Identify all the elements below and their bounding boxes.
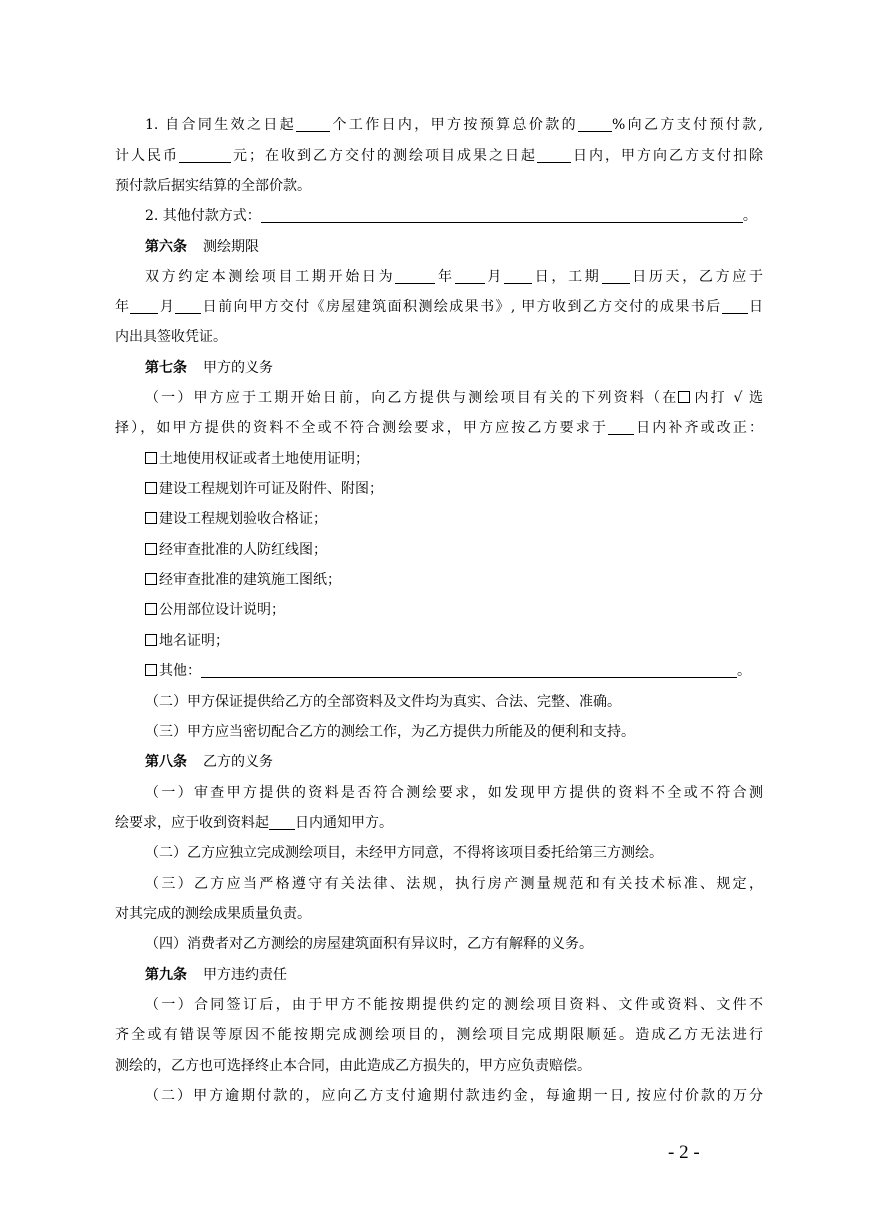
checkbox-icon (145, 603, 157, 615)
blank-deliver-month (130, 298, 158, 314)
article-8-item-2: （二）乙方应独立完成测绘项目，未经甲方同意，不得将该项目委托给第三方测绘。 (145, 845, 663, 861)
article-9-heading: 第九条 甲方违约责任 (145, 967, 287, 983)
blank-days (537, 147, 571, 163)
article-6-line-1: 双方约定本测绘项目工期开始日为 年 月 日，工期 日历天，乙方应于 (145, 269, 763, 285)
checkbox-icon (145, 543, 157, 555)
page-number: - 2 - (668, 1142, 700, 1163)
blank-other-payment (261, 207, 743, 223)
article-8-item-3-line-1: （三）乙方应当严格遵守有关法律、法规，执行房产测量规范和有关技术标准、规定， (145, 876, 763, 892)
article-9-item-1-line-3: 测绘的，乙方也可选择终止本合同，由此造成乙方损失的，甲方应负责赔偿。 (115, 1058, 591, 1074)
article-7-item-2: （二）甲方保证提供给乙方的全部资料及文件均为真实、合法、完整、准确。 (145, 694, 621, 710)
checkbox-icon (145, 452, 157, 464)
blank-start-year (395, 268, 435, 284)
checkbox-icon (145, 664, 157, 676)
checkbox-icon (145, 573, 157, 585)
blank-start-day (504, 268, 532, 284)
doc-option: 建设工程规划验收合格证； (115, 509, 763, 529)
checkbox-icon (678, 391, 690, 403)
article-8-item-3-line-2: 对其完成的测绘成果质量负责。 (115, 906, 311, 922)
blank-percent (578, 116, 612, 132)
checkbox-icon (145, 634, 157, 646)
article-7-item-1-line-1: （一）甲方应于工期开始日前，向乙方提供与测绘项目有关的下列资料（在 内打 √ 选 (145, 390, 763, 406)
article-9-item-1-line-1: （一）合同签订后，由于甲方不能按期提供约定的测绘项目资料、文件或资料、文件不 (145, 997, 763, 1013)
article-9-item-1-line-2: 齐全或有错误等原因不能按期完成测绘项目的，测绘项目完成期限顺延。造成乙方无法进行 (115, 1027, 763, 1043)
blank-duration (602, 268, 630, 284)
blank-notify-days (269, 814, 295, 830)
article-8-item-1-line-2: 绘要求，应于收到资料起 日内通知甲方。 (115, 815, 393, 831)
blank-start-month (455, 268, 485, 284)
blank-supplement-days (608, 419, 634, 435)
doc-option: 经审查批准的建筑施工图纸； (115, 570, 763, 590)
doc-option: 公用部位设计说明； (115, 600, 763, 620)
article-9-item-2-line-1: （二）甲方逾期付款的，应向乙方支付逾期付款违约金，每逾期一日, 按应付价款的万分 (145, 1088, 763, 1104)
checkbox-icon (145, 512, 157, 524)
checkbox-icon (145, 482, 157, 494)
clause-other-payment: 2. 其他付款方式： 。 (145, 208, 757, 224)
article-8-item-1-line-1: （一）审查甲方提供的资料是否符合测绘要求，如发现甲方提供的资料不全或不符合测 (145, 785, 763, 801)
article-8-item-4: （四）消费者对乙方测绘的房屋建筑面积有异议时，乙方有解释的义务。 (145, 936, 593, 952)
article-8-heading: 第八条 乙方的义务 (145, 754, 273, 770)
article-6-line-2: 年 月 日前向甲方交付《房屋建筑面积测绘成果书》, 甲方收到乙方交付的成果书后 日 (115, 299, 763, 315)
blank-sign-days (722, 298, 748, 314)
article-7-heading: 第七条 甲方的义务 (145, 360, 273, 376)
article-6-heading: 第六条 测绘期限 (145, 239, 259, 255)
clause-payment-line-2: 计人民币 元；在收到乙方交付的测绘项目成果之日起 日内，甲方向乙方支付扣除 (115, 148, 763, 164)
article-6-line-3: 内出具签收凭证。 (115, 329, 227, 345)
clause-payment-line-1: 1. 自合同生效之日起 个工作日内，甲方按预算总价款的 %向乙方支付预付款, (145, 117, 763, 133)
doc-option: 土地使用权证或者土地使用证明； (115, 449, 763, 469)
doc-option: 建设工程规划许可证及附件、附图； (115, 479, 763, 499)
article-7-item-3: （三）甲方应当密切配合乙方的测绘工作，为乙方提供力所能及的便利和支持。 (145, 724, 635, 740)
blank-workdays (296, 116, 330, 132)
blank-amount (179, 147, 231, 163)
clause-payment-line-3: 预付款后据实结算的全部价款。 (115, 178, 311, 194)
doc-option-other: 其他： 。 (115, 661, 763, 681)
doc-option: 地名证明； (115, 631, 763, 651)
doc-option: 经审查批准的人防红线图； (115, 540, 763, 560)
blank-other-docs (201, 662, 737, 678)
article-7-item-1-line-2: 择），如甲方提供的资料不全或不符合测绘要求，甲方应按乙方要求于 日内补齐或改正： (115, 420, 763, 436)
blank-deliver-day (175, 298, 201, 314)
